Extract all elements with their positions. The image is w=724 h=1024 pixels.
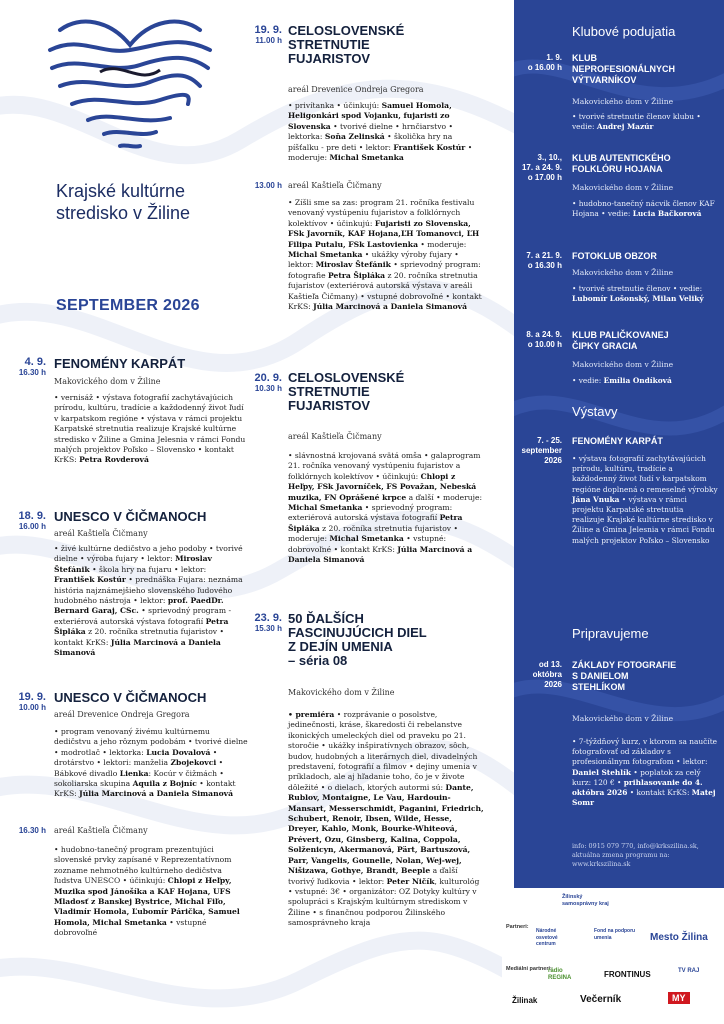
event-contact: Júlia Marcinová a Daniela Simanová [288,544,473,565]
event-contact: Júlia Marcinová a Daniela Simanová [54,637,221,658]
event-description: • Zíšli sme sa zas: program 21. ročníka festivalu venovaný vystúpeniu fujaristov a folklórnych kolektívov • účinkujú: Fujaristi zo Slovenska, FSk Javorník, KAF Hojana,ĽH Tomanovci, ĽH Filipa Putalu, FSk Lastovienka • moderuje: Michal Smetanka • ukážky výroby fujary • lektor: Miroslav Štefánik • sprievodný program: fotografie Petra Šipláka z 20. ročníka stretnutia fujaristov (exteriérová autorská výstava v areáli Kaštieľa Čičmany) • vstupné dobrovoľné • kontakt KrKS: Júlia Marcinová a Daniela Simanová [288,198,482,312]
club-date: 3., 10., 17. a 24. 9. o 17.00 h [521,153,562,182]
exhibition-title: FENOMÉNY KARPÁT [572,436,663,446]
clubs-heading: Klubové podujatia [572,24,676,39]
club-description: • tvorivé stretnutie členov klubu • vedie: Andrej Mazúr [572,112,701,132]
website-link[interactable]: www.krkszilina.sk [572,860,631,868]
club-venue: Makovického dom v Žiline [572,360,674,369]
event-venue: areál Kaštieľa Čičmany [288,432,382,441]
event-date [236,612,282,634]
event-description: • premiéra • rozprávanie o posolstve, jedinečnosti, kráse, škaredosti či rebelanstve ikonických umeleckých diel od praveku po 21. storočie • ukážky inšpiratívnych obrazov, sôch, budov, hudobných a literárnych diel, divadelných predstavení, fotografií a filmov • dejiny umenia v príkladoch, ale aj hľadanie toho, čo je v živote dôležité • o dielach, ktorých autormi sú: Dante, Rublov, Montaigne, Le Vau, Hardouin-Mansart, Messerschmidt, Paganini, Friedrich, Schubert, Renoir, Ibsen, Wilde, Hesse, Dreyer, Kahlo, Monk, Bourke-Whiteová, Prévert, Ozu, Ginsberg, Kalina, Coppola, Solženicyn, Akermanová, Pärt, Bartuszová, Parr, Vangelis, Gounelle, Nolan, Wej-wej, Nišizawa, Gothye, Brandt, Beeple a ďalší tvorivý ľudkovia • lektor: Peter Ničík, kulturológ • vstupné: 3€ • organizátor: OZ Dotyky kultúry v spolupráci s Krajským kultúrnym strediskom v Žiline • s finančnou podporou Žilinského samosprávneho kraja [288,710,484,928]
event-time: 16.00 h [18,522,46,531]
organization-name-line1: Krajské kultúrne [56,181,186,201]
event-title: 50 ĎALŠÍCH FASCINUJÚCICH DIEL Z DEJÍN UMENIA – séria 08 [288,611,427,668]
organization-name-line2: stredisko v Žiline [56,203,191,223]
event-description: • hudobno-tanečný program prezentujúci slovenské prvky zapísané v Reprezentatívnom zozname nehmotného kultúrneho dedičstva ľudstva UNESCO • účinkujú: Chlopi z Heľpy, Muzika spod Jánošíka a KAF Hojana, UFS Mladosť z Banskej Bystrice, Michal Fiľo, Vladimír Homola, Ľubomír Párička, Samuel Homola, Michal Smetanka • vstupné dobrovoľné [54,845,240,938]
event-contact: Petra Rovderová [79,455,149,465]
heart-logo [40,10,220,160]
event-venue: areál Kaštieľa Čičmany [288,181,382,190]
club-title: KLUB PALIČKOVANEJ ČIPKY GRACIA [572,330,669,351]
event-description: • program venovaný živému kultúrnemu dedičstvu a jeho rôznym podobám • tvorivé dielne • modrotlač • lektorka: Lucia Dovalová • drotárstvo • lektori: manželia Zbojekovci • Bábkové divadlo Lienka: Kocúr v čižmách • sokoliarska skupina Aquila z Bojníc • kontakt KrKS: Júlia Marcinová a Daniela Simanová [54,727,248,799]
event-title: CELOSLOVENSKÉ STRETNUTIE FUJARISTOV [288,23,405,66]
club-date: 8. a 24. 9. o 10.00 h [526,330,562,349]
logo-zilinak: Žilinak [512,996,538,1005]
club-venue: Makovického dom v Žiline [572,97,674,106]
logo-my: MY [668,992,690,1004]
club-title: KLUB AUTENTICKÉHO FOLKLÓRU HOJANA [572,153,671,174]
logo-zsk: Žilinský samosprávny kraj [562,894,609,907]
event-venue: Makovického dom v Žiline [54,377,161,386]
event-time: 13.00 h [254,181,282,190]
exhibition-description: • výstava fotografií zachytávajúcich prírodu, kultúru, tradície a každodenný život ľudí v karpatskom regióne doplnená o remeselné výrobky Jána Vnuka • výstava v rámci projektu Karpatské stretnutia realizuje Krajské kultúrne stredisko v Žiline a Gmina Jelesnia v rámci Fondu malých projektov Poľsko – Slovensko [572,454,718,545]
event-date [0,691,46,713]
event-date [236,372,282,394]
event-contact: Júlia Marcinová a Daniela Simanová [79,789,234,799]
event-day: 19. 9. [254,24,282,36]
event-description: • vernisáž • výstava fotografií zachytávajúcich prírodu, kultúru, tradície a každodenný život ľudí v karpatskom regióne • výstava v rámci projektu Karpatské stretnutia realizuje Krajské kultúrne stredisko v Žiline a Gmina Jelesnia v rámci Fondu malých projektov Poľsko – Slovensko • kontakt KrKS: Petra Rovderová [54,393,246,465]
upcoming-description: • 7-týždňový kurz, v ktorom sa naučíte fotografovať od základov s profesionálnym fotografom • lektor: Daniel Stehlík • poplatok za celý kurz: 120 € • prihlasovanie do 4. októbra 2026 • kontakt KrKS: Matej Somr [572,737,718,808]
event-description: • slávnostná krojovaná svätá omša • galaprogram 21. ročníka venovaný vystúpeniu fujaristov a folklórnych kolektívov • účinkujú: Chlopi z Heľpy, FSk Javorníček, FS Považan, Nebeská muzika, FN Oprášené krpce a ďalší • moderuje: Michal Smetanka • sprievodný program: exteriérová autorská výstava fotografií Petra Šipláka z 20. ročníka stretnutia fujaristov • moderuje: Michal Smetanka • vstupné: dobrovoľné • kontakt KrKS: Júlia Marcinová a Daniela Simanová [288,451,483,565]
event-description: • privítanka • účinkujú: Samuel Homola, Heligonkári spod Vojanku, fujaristi zo Slovenska • tvorivé dielne • hrnčiarstvo • lektorka: Soňa Zelinská • školička hry na píšťalku - pre deti • lektor: František Kostúr • moderuje: Michal Smetanka [288,101,473,163]
partners-panel [502,888,724,1024]
exhibition-date: 7. - 25. september 2026 [521,436,562,465]
partners-label: Partneri: [506,924,529,930]
upcoming-heading: Pripravujeme [572,626,649,641]
logo-frontinus: FRONTINUS [604,970,651,979]
event-time: 16.30 h [18,368,46,377]
upcoming-venue: Makovického dom v Žiline [572,714,674,723]
event-date [0,826,46,836]
event-time: 10.30 h [254,384,282,393]
event-time: 11.00 h [255,36,282,45]
event-contact: Júlia Marcinová a Daniela Simanová [313,302,468,312]
contact-info: info: 0915 079 770, info@krkszilina.sk, aktuálna zmena programu na: www.krkszilina.sk [572,842,699,868]
event-date [236,181,282,191]
event-title: UNESCO V ČIČMANOCH [54,509,207,524]
logo-radio-regina: rádio REGINA [548,968,572,981]
club-title: KLUB NEPROFESIONÁLNYCH VÝTVARNÍKOV [572,53,676,85]
event-time: 15.30 h [254,624,282,633]
club-date: 7. a 21. 9. o 16.30 h [526,251,562,270]
club-description: • tvorivé stretnutie členov • vedie: Lubomír Lošonský, Milan Veliký [572,284,704,304]
club-description: • vedie: Emília Ondíková [572,376,672,385]
logo-mesto-zilina: Mesto Žilina [650,932,708,943]
event-venue: areál Drevenice Ondreja Gregora [288,85,424,94]
event-time: 16.30 h [18,826,46,835]
club-venue: Makovického dom v Žiline [572,268,674,277]
upcoming-title: ZÁKLADY FOTOGRAFIE S DANIELOM STEHLÍKOM [572,660,677,692]
event-venue: areál Kaštieľa Čičmany [54,529,148,538]
event-date [0,510,46,532]
logo-vecernik: Večerník [580,994,622,1005]
logo-tv-raj: TV RAJ [678,968,700,974]
club-title: FOTOKLUB OBZOR [572,251,657,261]
event-day: 18. 9. [18,510,46,522]
event-venue: areál Drevenice Ondreja Gregora [54,710,190,719]
event-day: 19. 9. [18,691,46,703]
event-venue: Makovického dom v Žiline [288,688,395,697]
event-date [236,24,282,46]
event-description: • živé kultúrne dedičstvo a jeho podoby • tvorivé dielne • výroba fujary • lektor: Miroslav Štefánik • škola hry na fujaru • lektor: František Kostúr • prednáška Fujara: neznáma história najznámejšieho slovenského ľudového hudobného nástroja • lektor: prof. PaedDr. Bernard Garaj, CSc. • sprievodný program - exteriérová autorská výstava fotografií Petra Šipláka z 20. ročníka stretnutia fujaristov • kontakt KrKS: Júlia Marcinová a Daniela Simanová [54,544,243,658]
month-heading: SEPTEMBER 2026 [56,297,200,314]
club-date: 1. 9. o 16.00 h [527,53,562,72]
media-partners-label: Mediálni partneri: [506,966,552,972]
event-day: 20. 9. [254,372,282,384]
event-title: CELOSLOVENSKÉ STRETNUTIE FUJARISTOV [288,370,405,413]
event-venue: areál Kaštieľa Čičmany [54,826,148,835]
event-date [0,356,46,378]
organization-name [56,180,256,224]
logo-fpu: Fond na podporu umenia [594,928,636,941]
club-description: • hudobno-tanečný nácvik členov KAF Hojana • vedie: Lucia Bačkorová [572,199,715,219]
event-time: 10.00 h [18,703,46,712]
event-title: UNESCO V ČIČMANOCH [54,690,207,705]
logo-noc: Národné osvetové centrum [536,928,558,947]
event-title: FENOMÉNY KARPÁT [54,356,186,371]
club-venue: Makovického dom v Žiline [572,183,674,192]
event-day: 4. 9. [24,356,46,368]
upcoming-date: od 13. októbra 2026 [532,660,562,689]
event-day: 23. 9. [254,612,282,624]
exhibitions-heading: Výstavy [572,404,618,419]
